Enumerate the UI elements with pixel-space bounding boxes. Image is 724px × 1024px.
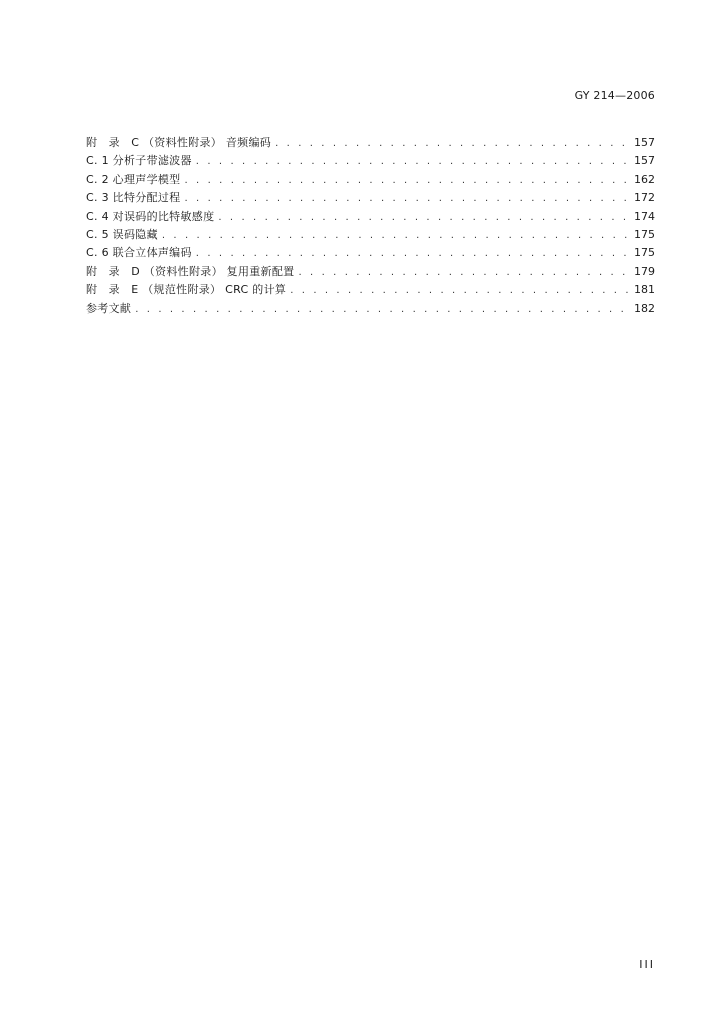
toc-entry-label: 附 录 D （资料性附录） 复用重新配置 — [86, 264, 295, 278]
toc-entry[interactable] — [86, 171, 655, 189]
toc-entry-label: C. 1 分析子带滤波器 — [86, 154, 192, 168]
table-of-contents — [86, 134, 655, 318]
toc-entry[interactable] — [86, 300, 655, 318]
toc-entry[interactable] — [86, 281, 655, 299]
toc-entry-page: 181 — [634, 283, 655, 297]
toc-entry-page: 182 — [634, 301, 655, 315]
toc-entry-label: 附 录 C （资料性附录） 音频编码 — [86, 136, 272, 149]
toc-entry-page: 157 — [634, 136, 655, 149]
toc-entry[interactable] — [86, 152, 655, 170]
toc-entry-label: C. 4 对误码的比特敏感度 — [86, 209, 215, 223]
toc-entry-label: C. 3 比特分配过程 — [86, 191, 181, 205]
toc-leader-dots — [275, 138, 628, 149]
toc-entry[interactable] — [86, 134, 655, 152]
toc-leader-dots — [162, 230, 628, 241]
toc-entry[interactable] — [86, 263, 655, 281]
toc-entry[interactable] — [86, 226, 655, 244]
page-number: III — [639, 958, 655, 971]
toc-entry-label: C. 5 误码隐藏 — [86, 227, 158, 241]
toc-leader-dots — [184, 175, 628, 186]
toc-entry-page: 172 — [634, 191, 655, 205]
toc-entry-page: 162 — [634, 172, 655, 186]
toc-entry-label: C. 2 心理声学模型 — [86, 172, 181, 186]
toc-entry-page: 157 — [634, 154, 655, 168]
toc-entry-page: 179 — [634, 264, 655, 278]
toc-leader-dots — [298, 267, 628, 278]
document-code: GY 214—2006 — [574, 89, 655, 102]
toc-leader-dots — [196, 248, 628, 259]
toc-leader-dots — [290, 285, 628, 296]
toc-entry[interactable] — [86, 208, 655, 226]
toc-entry[interactable] — [86, 244, 655, 262]
toc-entry-label: 参考文献 — [86, 301, 132, 315]
toc-entry-page: 174 — [634, 209, 655, 223]
toc-leader-dots — [218, 212, 628, 223]
toc-leader-dots — [135, 304, 628, 315]
toc-entry[interactable] — [86, 189, 655, 207]
toc-leader-dots — [196, 156, 628, 167]
toc-entry-label: 附 录 E （规范性附录） CRC 的计算 — [86, 283, 287, 297]
toc-leader-dots — [184, 193, 628, 204]
toc-entry-page: 175 — [634, 246, 655, 260]
toc-entry-page: 175 — [634, 227, 655, 241]
toc-entry-label: C. 6 联合立体声编码 — [86, 246, 192, 260]
